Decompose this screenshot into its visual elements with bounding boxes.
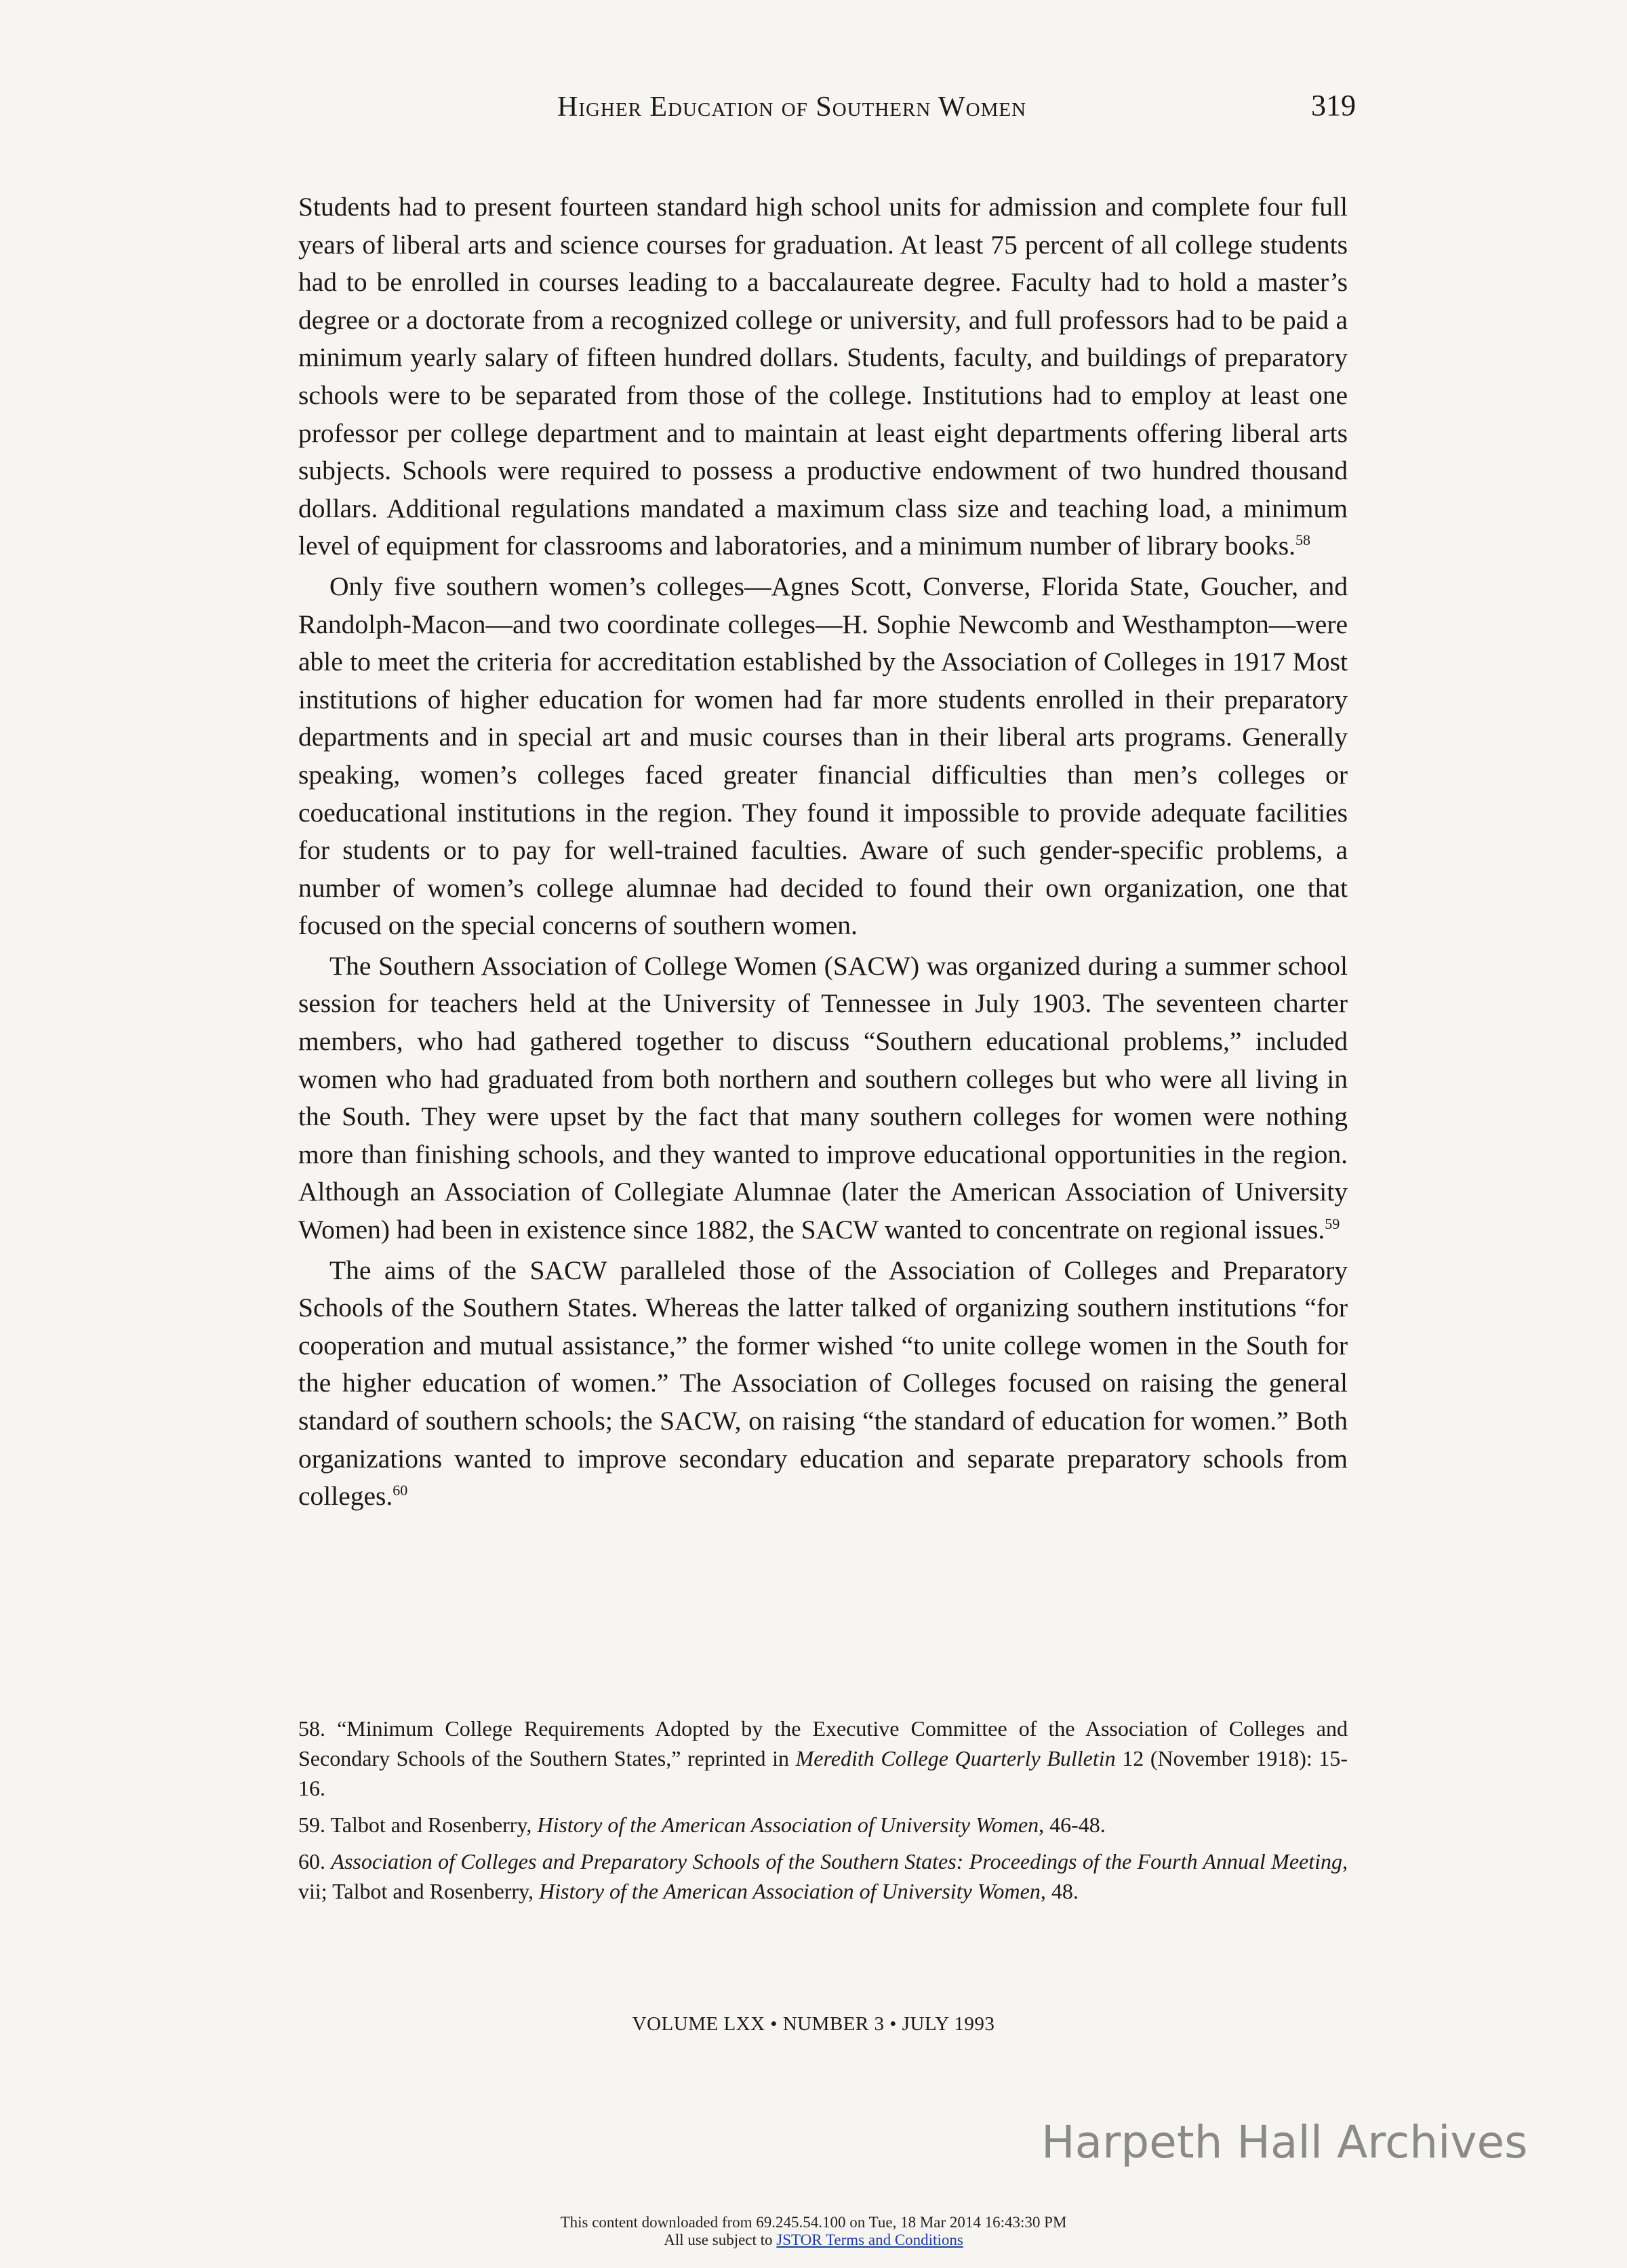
download-notice: [0, 2214, 1627, 2249]
footnote-60-title-1: Association of Colleges and Preparatory Schools of the Southern States: Proceedings of the Fourth Annual Meeting: [331, 1849, 1343, 1874]
footnote-60-title-2: History of the American Association of University Women: [539, 1879, 1041, 1903]
running-title: Higher Education of Southern Women: [557, 92, 1027, 123]
paragraph-1: [298, 188, 1348, 565]
footnote-59-title: History of the American Association of University Women: [537, 1813, 1039, 1837]
footnote-58-title: Meredith College Quarterly Bulletin: [795, 1746, 1116, 1770]
download-line-1: This content downloaded from 69.245.54.100 on Tue, 18 Mar 2014 16:43:30 PM: [560, 2214, 1067, 2231]
footnote-ref-58[interactable]: 58: [1295, 531, 1311, 549]
download-line-2: [0, 2231, 1627, 2249]
footnote-60-tail: , 48.: [1040, 1879, 1079, 1903]
running-head: [298, 81, 1356, 136]
footnote-60: [298, 1846, 1348, 1906]
paragraph-1-text: Students had to present fourteen standard high school units for admission and complete four full years of liberal arts and science courses for graduation. At least 75 percent of all college students had to be enrolled in courses leading to a baccalaureate degree. Faculty had to hold a master’s degree or a doctorate from a recognized college or university, and full professors had to be paid a minimum yearly salary of fifteen hundred dollars. Students, faculty, and buildings of preparatory schools were to be separated from those of the college. Institutions had to employ at least one professor per college department and to maintain at least eight departments offering liberal arts subjects. Schools were required to possess a productive endowment of two hundred thousand dollars. Additional regulations mandated a maximum class size and teaching load, a minimum level of equipment for classrooms and laboratories, and a minimum number of library books.: [298, 192, 1348, 561]
footnotes: [298, 1714, 1348, 1913]
footnote-ref-60[interactable]: 60: [393, 1482, 408, 1499]
footnote-59-text: 59. Talbot and Rosenberry,: [298, 1813, 538, 1837]
footnote-59-tail: , 46-48.: [1039, 1813, 1106, 1837]
paragraph-3: [298, 948, 1348, 1249]
paragraph-2-text: Only five southern women’s colleges—Agnes Scott, Converse, Florida State, Goucher, and Randolph-Macon—and two coordinate colleges—H. Sophie Newcomb and Westhampton—were able to meet the criteria for accreditation established by the Association of Colleges in 1917 Most institutions of higher education for women had far more students enrolled in their preparatory departments and in special art and music courses than in their liberal arts programs. Generally speaking, women’s colleges faced greater financial difficulties than men’s colleges or coeducational institutions in the region. They found it impossible to provide adequate facilities for students or to pay for well-trained faculties. Aware of such gender-specific problems, a number of women’s college alumnae had decided to found their own organization, one that focused on the special concerns of southern women.: [298, 571, 1348, 941]
paragraph-4: [298, 1252, 1348, 1516]
footnote-ref-59[interactable]: 59: [1325, 1215, 1340, 1232]
footnote-58: [298, 1714, 1348, 1803]
download-terms-prefix: All use subject to: [664, 2231, 777, 2248]
jstor-terms-link[interactable]: JSTOR Terms and Conditions: [776, 2231, 963, 2248]
footnote-58-tail: 12 (November 1918): 15-16.: [298, 1746, 1348, 1800]
volume-line: VOLUME LXX • NUMBER 3 • JULY 1993: [632, 2013, 995, 2035]
footnote-58-text: 58. “Minimum College Requirements Adopted by the Executive Committee of the Association of Colleges and Secondary Schools of the Southern States,” reprinted in: [298, 1716, 1348, 1770]
footnote-60-text: 60.: [298, 1849, 332, 1874]
paragraph-3-text: The Southern Association of College Women (SACW) was organized during a summer school session for teachers held at the University of Tennessee in July 1903. The seventeen charter members, who had gathered together to discuss “Southern educational problems,” included women who had graduated from both northern and southern colleges but who were all living in the South. They were upset by the fact that many southern colleges for women were nothing more than finishing schools, and they wanted to improve educational opportunities in the region. Although an Association of Collegiate Alumnae (later the American Association of University Women) had been in existence since 1882, the SACW wanted to concentrate on regional issues.: [298, 950, 1348, 1245]
footnote-59: [298, 1810, 1348, 1840]
body-text: [298, 188, 1348, 1518]
paragraph-4-text: The aims of the SACW paralleled those of the Association of Colleges and Preparatory Schools of the Southern States. Whereas the latter talked of organizing southern institutions “for cooperation and mutual assistance,” the former wished “to unite college women in the South for the higher education of women.” The Association of Colleges focused on raising the general standard of southern schools; the SACW, on raising “the standard of education for women.” Both organizations wanted to improve secondary education and separate preparatory schools from colleges.: [298, 1255, 1348, 1512]
archives-watermark: Harpeth Hall Archives: [1041, 2116, 1528, 2168]
page-number: 319: [1311, 89, 1356, 122]
footnote-60-middle: , vii; Talbot and Rosenberry,: [298, 1849, 1348, 1903]
paragraph-2: [298, 568, 1348, 945]
